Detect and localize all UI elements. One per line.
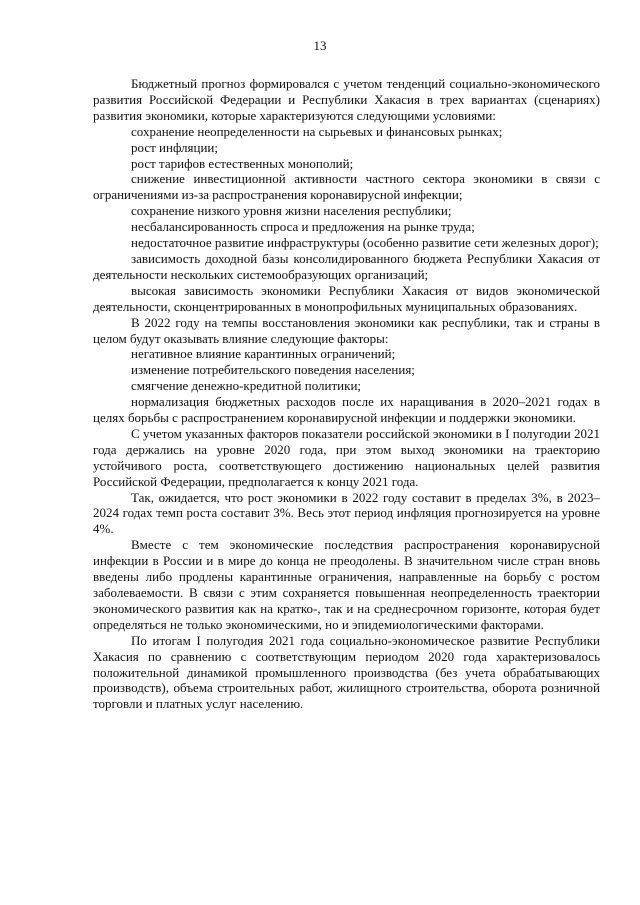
document-body xyxy=(93,76,600,712)
list-item: недостаточное развитие инфраструктуры (особенно развитие сети железных дорог); xyxy=(131,235,599,251)
list-item: снижение инвестиционной активности частного сектора экономики в связи с ограничениями из-за распространения коронавирусной инфекции; xyxy=(93,171,600,203)
list-item: несбалансированность спроса и предложения на рынке труда; xyxy=(131,219,475,235)
page-number: 13 xyxy=(313,38,327,53)
paragraph-intro: Бюджетный прогноз формировался с учетом тенденций социально-экономического развития Российской Федерации и Республики Хакасия в трех вариантах (сценариях) развития экономики, которые характеризуются следующими условиями: xyxy=(93,76,600,123)
list-item: нормализация бюджетных расходов после их наращивания в 2020–2021 годах в целях борьбы с распространением коронавирусной инфекции и поддержки экономики. xyxy=(93,394,600,426)
list-item: смягчение денежно-кредитной политики; xyxy=(131,378,362,394)
paragraph-covid-consequences: Вместе с тем экономические последствия распространения коронавирусной инфекции в России и в мире до конца не преодолены. В значительном числе стран вновь введены либо продлены карантинные ограничения, направленные на борьбу с ростом заболеваемости. В связи с этим сохраняется повышенная неопределенность траектории экономического развития как на кратко-, так и на среднесрочном горизонте, которая будет определяться не только экономическими, но и эпидемиологическими факторами. xyxy=(93,537,600,632)
list-item: рост тарифов естественных монополий; xyxy=(131,155,354,171)
paragraph-factors-intro: В 2022 году на темпы восстановления экономики как республики, так и страны в целом будут оказывать влияние следующие факторы: xyxy=(93,314,600,346)
list-item: высокая зависимость экономики Республики Хакасия от видов экономической деятельности, сконцентрированных в монопрофильных муниципальных образованиях. xyxy=(93,282,600,314)
list-item: изменение потребительского поведения населения; xyxy=(131,362,415,378)
list-item: негативное влияние карантинных ограничений; xyxy=(131,346,396,362)
list-item: зависимость доходной базы консолидированного бюджета Республики Хакасия от деятельности нескольких системообразующих организаций; xyxy=(93,250,600,282)
paragraph-half-year-results: По итогам I полугодия 2021 года социально-экономическое развитие Республики Хакасия по сравнению с соответствующим периодом 2020 года характеризовалось положительной динамикой промышленного производства (без учета обрабатывающих производств), объема строительных работ, жилищного строительства, оборота розничной торговли и платных услуг населению. xyxy=(93,632,600,712)
paragraph-russian-economy: С учетом указанных факторов показатели российской экономики в I полугодии 2021 года держались на уровне 2020 года, при этом выход экономики на траекторию устойчивого роста, соответствующего достижению национальных целей развития Российской Федерации, предполагается к концу 2021 года. xyxy=(93,425,600,489)
list-item: сохранение низкого уровня жизни населения республики; xyxy=(131,203,452,219)
list-item: рост инфляции; xyxy=(131,139,218,155)
paragraph-growth-forecast: Так, ожидается, что рост экономики в 2022 году составит в пределах 3%, в 2023–2024 годах темп роста составит 3%. Весь этот период инфляция прогнозируется на уровне 4%. xyxy=(93,489,600,537)
list-item: сохранение неопределенности на сырьевых и финансовых рынках; xyxy=(131,123,503,139)
